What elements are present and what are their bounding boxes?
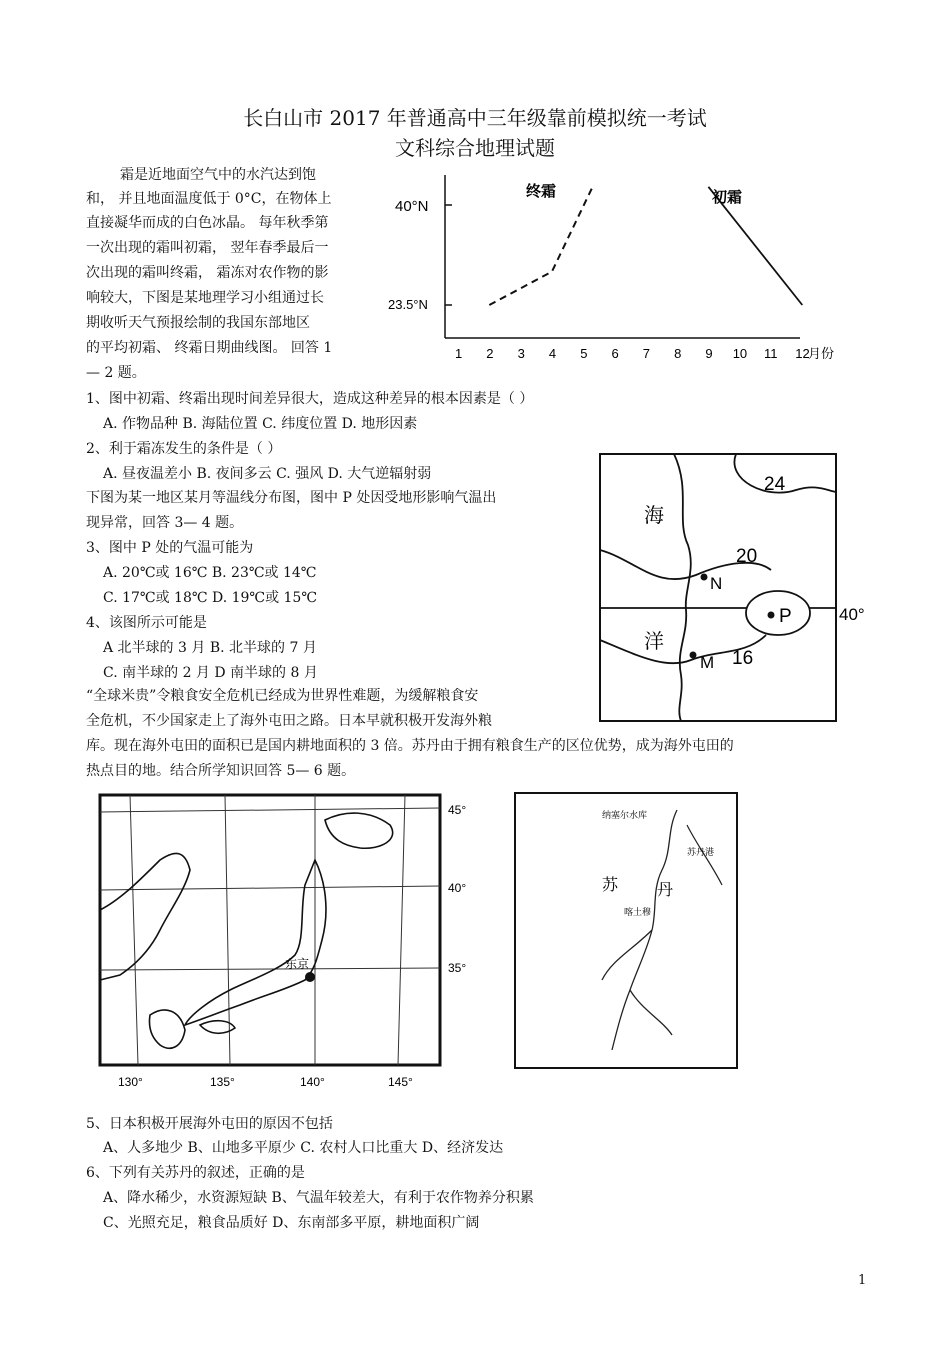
question-6-stem: 6、下列有关苏丹的叙述，正确的是 — [86, 1165, 305, 1181]
point-m-marker — [690, 652, 697, 659]
tokyo-label: 东京 — [285, 957, 310, 971]
x-tick-label: 8 — [674, 346, 682, 361]
x-tick-label: 1 — [455, 346, 463, 361]
country-label-1: 苏 — [602, 877, 619, 894]
series-label-first-frost: 初霜 — [712, 189, 743, 206]
x-axis-label: 月份 — [808, 346, 835, 361]
kyushu-coast — [149, 1010, 185, 1048]
intro-line: — 2 题。 — [86, 365, 146, 381]
x-tick-label: 9 — [705, 346, 713, 361]
map-frame — [100, 795, 440, 1065]
intro-line: 霜是近地面空气中的水汽达到饱 — [120, 167, 316, 183]
question-6-options-cd: C、光照充足，粮食品质好 D、东南部多平原，耕地面积广阔 — [103, 1215, 480, 1231]
y-tick-label: 40°N — [395, 198, 429, 215]
question-2-stem: 2、利于霜冻发生的条件是（ ） — [86, 441, 282, 457]
x-tick-label: 6 — [611, 346, 619, 361]
isotherm-label-24: 24 — [764, 474, 786, 495]
point-m-label: M — [700, 653, 715, 672]
isotherm-label-16: 16 — [732, 648, 754, 669]
question-3-options-ab: A. 20℃或 16℃ B. 23℃或 14℃ — [103, 565, 317, 581]
intro-line: 和， 并且地面温度低于 0°C，在物体上 — [86, 191, 332, 207]
lon-label: 135° — [210, 1075, 235, 1089]
question-5-stem: 5、日本积极开展海外屯田的原因不包括 — [86, 1116, 333, 1132]
port-label: 苏丹港 — [687, 847, 715, 857]
point-p-label: P — [779, 606, 792, 627]
question-1-options: A. 作物品种 B. 海陆位置 C. 纬度位置 D. 地形因素 — [103, 416, 418, 432]
point-p-marker — [768, 612, 775, 619]
series-label-end-frost: 终霜 — [526, 183, 557, 200]
question-3-options-cd: C. 17℃或 18℃ D. 19℃或 15℃ — [103, 590, 317, 606]
frost-date-chart — [380, 170, 850, 370]
nile-river — [602, 810, 677, 1050]
lat-label: 40° — [448, 881, 467, 895]
hokkaido-coast — [325, 813, 393, 848]
question-3-stem: 3、图中 P 处的气温可能为 — [86, 540, 254, 556]
lat-label: 35° — [448, 961, 467, 975]
intro2-line: 现异常，回答 3— 4 题。 — [86, 515, 244, 531]
intro-line: 的平均初霜、 终霜日期曲线图。 回答 1 — [86, 340, 333, 356]
x-tick-label: 12 — [795, 346, 810, 361]
question-2-options: A. 昼夜温差小 B. 夜间多云 C. 强风 D. 大气逆辐射弱 — [103, 466, 432, 482]
page-number: 1 — [858, 1273, 867, 1288]
exam-subtitle: 文科综合地理试题 — [395, 136, 555, 160]
sudan-map — [512, 790, 742, 1080]
x-tick-label: 11 — [764, 346, 778, 361]
point-n-label: N — [710, 574, 723, 593]
lon-label: 130° — [118, 1075, 143, 1089]
intro3-line: 热点目的地。结合所学知识回答 5— 6 题。 — [86, 763, 356, 779]
isotherm-label-20: 20 — [736, 546, 758, 567]
x-tick-label: 3 — [517, 346, 525, 361]
intro-line: 响较大，下图是某地理学习小组通过长 — [86, 290, 324, 306]
series-line-end-frost — [489, 187, 592, 305]
japan-map — [90, 790, 490, 1100]
intro-line: 一次出现的霜叫初霜， 翌年春季最后一 — [86, 240, 329, 256]
isotherm-24 — [734, 454, 836, 493]
y-tick-label: 23.5°N — [388, 297, 428, 312]
intro-line: 直接凝华而成的白色冰晶。 每年秋季第 — [86, 215, 329, 231]
label-sea: 海 — [644, 505, 664, 527]
x-tick-label: 10 — [732, 346, 748, 361]
question-5-options: A、人多地少 B、山地多平原少 C. 农村人口比重大 D、经济发达 — [103, 1140, 504, 1156]
closed-isotherm-p — [746, 591, 810, 635]
isotherm-map — [596, 450, 876, 725]
x-tick-label: 5 — [580, 346, 588, 361]
x-tick-label: 4 — [548, 346, 557, 361]
country-label-2: 丹 — [657, 882, 674, 899]
question-4-options-cd: C. 南半球的 2 月 D 南半球的 8 月 — [103, 665, 318, 681]
intro2-line: 下图为某一地区某月等温线分布图，图中 P 处因受地形影响气温出 — [86, 490, 497, 506]
lon-label: 140° — [300, 1075, 325, 1089]
question-4-stem: 4、该图所示可能是 — [86, 615, 207, 631]
tokyo-marker — [305, 972, 315, 982]
lon-label: 145° — [388, 1075, 413, 1089]
exam-title: 长白山市 2017 年普通高中三年级靠前模拟统一考试 — [243, 106, 707, 130]
honshu-coast — [185, 860, 326, 1025]
x-tick-label: 2 — [486, 346, 494, 361]
question-4-options-ab: A 北半球的 3 月 B. 北半球的 7 月 — [103, 640, 317, 656]
latitude-label: 40° — [839, 605, 865, 624]
intro-line: 次出现的霜叫终霜， 霜冻对农作物的影 — [86, 265, 329, 281]
intro3-line: 全危机，不少国家走上了海外屯田之路。日本早就积极开发海外粮 — [86, 713, 492, 729]
korea-coast — [100, 853, 190, 980]
x-tick-label: 7 — [642, 346, 651, 361]
coastline — [674, 454, 691, 721]
intro3-line: “全球米贵”令粮食安全危机已经成为世界性难题，为缓解粮食安 — [86, 688, 479, 704]
intro-line: 期收听天气预报绘制的我国东部地区 — [86, 315, 310, 331]
point-n-marker — [701, 574, 708, 581]
intro3-line: 库。现在海外屯田的面积已是国内耕地面积的 3 倍。苏丹由于拥有粮食生产的区位优势，成为海外屯田的 — [86, 738, 734, 754]
dam-label: 纳塞尔水库 — [602, 810, 648, 820]
map-frame — [515, 793, 737, 1068]
lat-label: 45° — [448, 803, 467, 817]
question-1-stem: 1、图中初霜、终霜出现时间差异很大，造成这种差异的根本因素是（ ） — [86, 391, 534, 407]
khartoum-label: 喀土穆 — [624, 907, 652, 917]
question-6-options-ab: A、降水稀少，水资源短缺 B、气温年较差大，有利于农作物养分积累 — [103, 1190, 534, 1206]
label-ocean: 洋 — [644, 631, 664, 653]
